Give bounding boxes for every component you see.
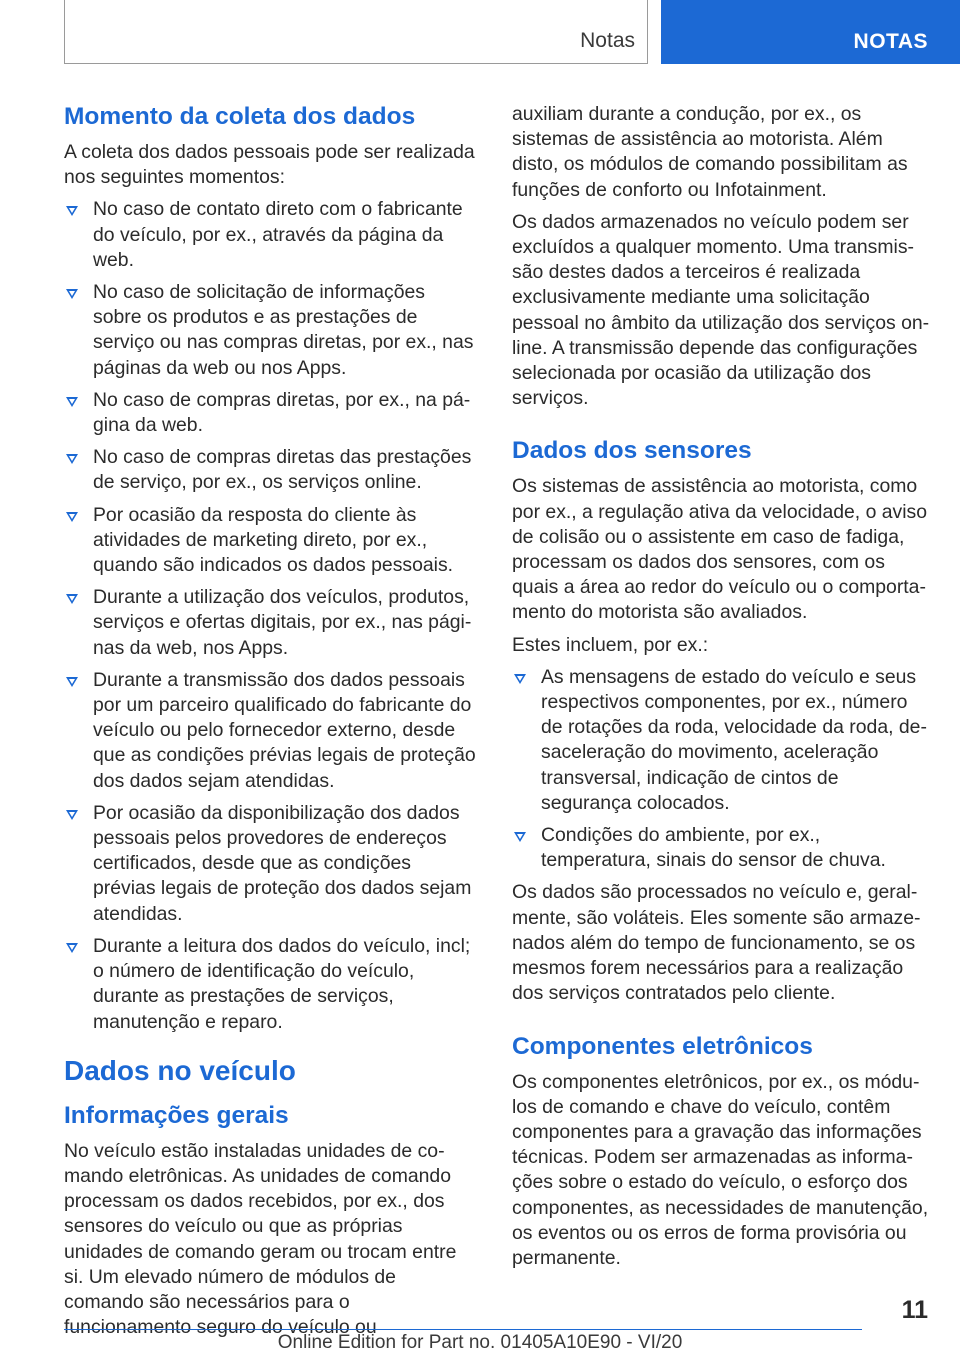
heading-componentes-eletronicos: Componentes eletrônicos (512, 1032, 813, 1060)
list-item: Por ocasião da resposta do cliente às atividades de marketing direto, por ex., quando são indicados os dados pessoais. (64, 503, 478, 579)
heading-dados-veiculo: Dados no veículo (64, 1054, 296, 1086)
list-item: Por ocasião da disponibilização dos dados pessoais pelos provedores de endereços certificados, desde que as condições prévias legais de proteção dos dados sejam atendidas. (64, 801, 478, 927)
bullet-triangle-icon (66, 810, 78, 820)
paragraph-dados-armazenados: Os dados armazenados no veículo podem ser excluídos a qualquer momento. Uma transmissão destes dados a terceiros é realizada exclusivamente mediante uma solicitação pessoal no âmbito da utilização dos serviços on-line. A transmissão depende das configurações selecionada por ocasião da utilização dos serviços. (512, 210, 930, 410)
left-column (64, 100, 478, 1347)
heading-momento-coleta: Momento da coleta dos dados (64, 103, 416, 130)
paragraph-informacoes-gerais: No veículo estão instaladas unidades de comando eletrônicas. As unidades de comando processam os dados recebidos, por ex., dos sensores do veículo ou que as próprias unidades de comando geram ou trocam entre si. Um elevado número de módulos de comando são necessários para o funcionamento seguro do veículo ou (64, 1139, 457, 1339)
paragraph-estes-incluem: Estes incluem, por ex.: (512, 633, 709, 656)
heading-informacoes-gerais: Informações gerais (64, 1101, 289, 1129)
bullet-triangle-icon (66, 594, 78, 604)
section-title: Notas (580, 29, 635, 52)
spacer (512, 418, 930, 434)
list-item: No caso de contato direto com o fabricante do veículo, por ex., através da página da web. (64, 197, 478, 273)
heading-dados-sensores: Dados dos sensores (512, 437, 752, 465)
bullet-triangle-icon (66, 512, 78, 522)
bullet-triangle-icon (66, 943, 78, 953)
paragraph-continuation: auxiliam durante a condução, por ex., os sistemas de assistência ao motorista. Além disto, os módulos de comando possibilitam as funções de conforto ou Infotainment. (512, 103, 908, 201)
collection-moments-list (64, 197, 478, 1034)
list-item: No caso de solicitação de informações sobre os produtos e as prestações de serviço ou nas compras diretas, por ex., nas páginas da web ou nos Apps. (64, 280, 478, 381)
bullet-triangle-icon (66, 677, 78, 687)
list-item: No caso de compras diretas das prestações de serviço, por ex., os serviços online. (64, 445, 478, 495)
paragraph-dados-processados: Os dados são processados no veículo e, geralmente, são voláteis. Eles somente são armazenados além do tempo de funcionamento, se os mesmos forem necessários para a realização dos serviços contratados pelo cliente. (512, 881, 921, 1005)
bullet-triangle-icon (66, 289, 78, 299)
bullet-triangle-icon (66, 454, 78, 464)
paragraph-coleta: A coleta dos dados pessoais pode ser realizada nos seguintes momentos: (64, 141, 475, 189)
list-item: As mensagens de estado do veículo e seus respectivos componentes, por ex., número de rotações da roda, velocidade da roda, desaceleração do movimento, aceleração transversal, indicação de cintos de segurança colocados. (512, 665, 930, 816)
list-item: Durante a utilização dos veículos, produtos, serviços e ofertas digitais, por ex., nas páginas da web, nos Apps. (64, 585, 478, 661)
spacer (512, 1014, 930, 1030)
list-item: Durante a leitura dos dados do veículo, incl; o número de identificação do veículo, durante as prestações de serviços, manutenção e reparo. (64, 934, 478, 1035)
bullet-triangle-icon (66, 206, 78, 216)
list-item: Durante a transmissão dos dados pessoais por um parceiro qualificado do fabricante do veículo ou pelo fornecedor externo, desde que as condições prévias legais de proteção dos dados sejam atendidas. (64, 668, 478, 794)
header-box (64, 0, 648, 64)
paragraph-componentes: Os componentes eletrônicos, por ex., os módulos de comando e chave do veículo, contêm componentes para a gravação das informações técnicas. Podem ser armazenadas as informações sobre o estado do veículo, o esforço dos componentes, as necessidades de manutenção, os eventos ou os erros de forma provisória ou permanente. (512, 1070, 929, 1269)
list-item: Condições do ambiente, por ex., temperatura, sinais do sensor de chuva. (512, 823, 930, 873)
list-item: No caso de compras diretas, por ex., na página da web. (64, 388, 478, 438)
bullet-triangle-icon (514, 674, 526, 684)
edition-footer: Online Edition for Part no. 01405A10E90 - VI/20 (277, 1332, 683, 1353)
bullet-triangle-icon (66, 397, 78, 407)
chapter-tab (661, 0, 960, 64)
chapter-tab-label: NOTAS (853, 30, 928, 53)
footer-divider (64, 1329, 862, 1330)
page-number: 11 (901, 1296, 928, 1324)
sensor-data-list (512, 665, 930, 874)
paragraph-sensores: Os sistemas de assistência ao motorista, como por ex., a regulação ativa da velocidade, o aviso de colisão ou o assistente em caso de fadiga, processam os dados dos sensores, com os quais a área ao redor do veículo ou o comportamento do motorista são avaliados. (512, 475, 928, 624)
right-column (512, 102, 930, 1278)
bullet-triangle-icon (514, 832, 526, 842)
